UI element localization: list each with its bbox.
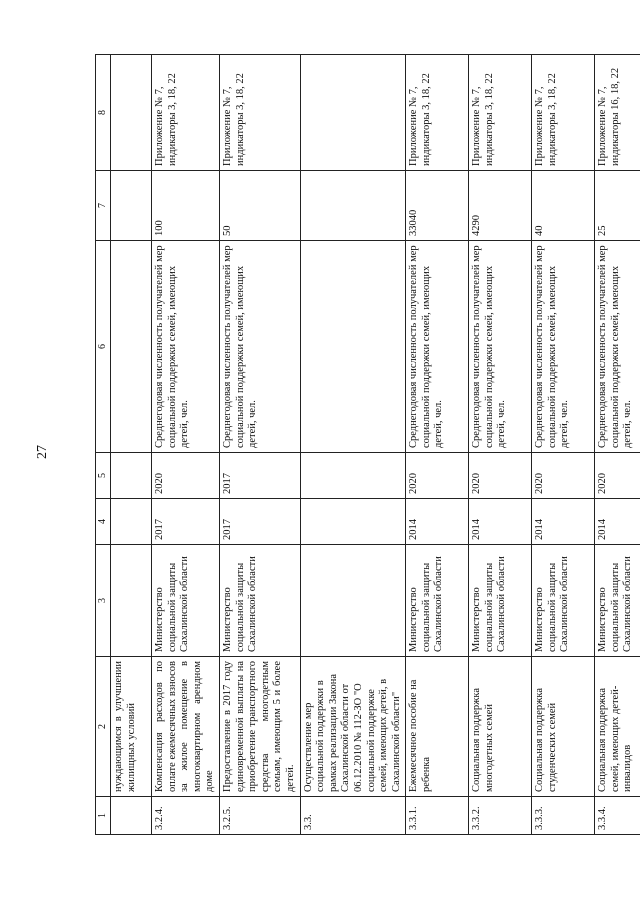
indicator	[300, 241, 406, 453]
header-cell: 2	[96, 657, 111, 797]
start-year: 2014	[532, 499, 595, 545]
header-cell: 6	[96, 241, 111, 453]
header-cell: 4	[96, 499, 111, 545]
measure-name: Ежемесячное пособие на ребенка	[406, 657, 469, 797]
executor: Министерство социальной защиты Сахалинской области	[219, 545, 300, 657]
table-row	[219, 55, 300, 835]
end-year: 2020	[532, 453, 595, 499]
start-year: 2014	[469, 499, 532, 545]
end-year: 2017	[219, 453, 300, 499]
indicator: Среднегодовая численность получателей мер социальной поддержки семей, имеющих детей, чел.	[152, 241, 220, 453]
header-cell: 7	[96, 171, 111, 241]
table-row	[595, 55, 640, 835]
measure-name: нуждающимся в улучшении жилищных условий	[111, 657, 152, 797]
executor: Министерство социальной защиты Сахалинской области	[469, 545, 532, 657]
indicator: Среднегодовая численность получателей мер социальной поддержки семей, имеющих детей, чел.	[532, 241, 595, 453]
measure-name: Социальная поддержка студенческих семей	[532, 657, 595, 797]
end-year: 2020	[406, 453, 469, 499]
executor: Министерство социальной защиты Сахалинской области	[406, 545, 469, 657]
indicator: Среднегодовая численность получателей мер социальной поддержки семей, имеющих детей, чел.	[469, 241, 532, 453]
table-row	[469, 55, 532, 835]
indicator-value: 4290	[469, 171, 532, 241]
row-number: 3.3.4.	[595, 797, 640, 835]
row-number	[111, 797, 152, 835]
header-cell: 1	[96, 797, 111, 835]
appendix-ref: Приложение № 7, индикаторы 3, 18, 22	[219, 55, 300, 171]
executor: Министерство социальной защиты Сахалинской области	[532, 545, 595, 657]
measure-name: Компенсация расходов по оплате ежемесячных взносов за жилое помещение в многоквартирном арендном доме	[152, 657, 220, 797]
start-year	[111, 499, 152, 545]
measure-name: Социальная поддержка семей, имеющих детей-инвалидов	[595, 657, 640, 797]
appendix-ref: Приложение № 7, индикаторы 3, 18, 22	[406, 55, 469, 171]
indicator-value: 40	[532, 171, 595, 241]
table-row	[406, 55, 469, 835]
row-number: 3.3.1.	[406, 797, 469, 835]
indicator: Среднегодовая численность получателей мер социальной поддержки семей, имеющих детей, чел.	[595, 241, 640, 453]
end-year	[111, 453, 152, 499]
table-row	[111, 55, 152, 835]
indicator	[111, 241, 152, 453]
measure-name: Предоставление в 2017 году единовременной выплаты на приобретение транспортного средства многодетным семьям, имеющим 5 и более детей.	[219, 657, 300, 797]
rotated-table-wrapper	[95, 55, 634, 835]
indicator-value: 100	[152, 171, 220, 241]
indicator-value: 25	[595, 171, 640, 241]
header-cell: 8	[96, 55, 111, 171]
row-number: 3.3.2.	[469, 797, 532, 835]
executor	[300, 545, 406, 657]
indicator-value: 33040	[406, 171, 469, 241]
header-row	[96, 55, 111, 835]
row-number: 3.2.5.	[219, 797, 300, 835]
executor: Министерство социальной защиты Сахалинской области	[152, 545, 220, 657]
measure-name: Социальная поддержка многодетных семей	[469, 657, 532, 797]
indicator-value	[300, 171, 406, 241]
table-row	[152, 55, 220, 835]
end-year	[300, 453, 406, 499]
measure-name: Осуществление мер социальной поддержки в рамках реализации Закона Сахалинской области от 06.12.2010 № 112-ЗО "О социальной поддержке семей, имеющих детей, в Сахалинской области"	[300, 657, 406, 797]
start-year: 2017	[152, 499, 220, 545]
header-cell: 3	[96, 545, 111, 657]
end-year: 2020	[152, 453, 220, 499]
start-year: 2014	[406, 499, 469, 545]
start-year: 2017	[219, 499, 300, 545]
appendix-ref: Приложение № 7, индикаторы 3, 18, 22	[469, 55, 532, 171]
appendix-ref	[111, 55, 152, 171]
appendix-ref: Приложение № 7, индикаторы 3, 18, 22	[532, 55, 595, 171]
header-cell: 5	[96, 453, 111, 499]
program-measures-table	[95, 54, 640, 835]
executor: Министерство социальной защиты Сахалинской области	[595, 545, 640, 657]
executor	[111, 545, 152, 657]
page-number: 27	[35, 445, 50, 459]
appendix-ref	[300, 55, 406, 171]
row-number: 3.3.3.	[532, 797, 595, 835]
start-year: 2014	[595, 499, 640, 545]
indicator: Среднегодовая численность получателей мер социальной поддержки семей, имеющих детей, чел.	[406, 241, 469, 453]
table-row	[300, 55, 406, 835]
end-year: 2020	[469, 453, 532, 499]
table-row	[532, 55, 595, 835]
appendix-ref: Приложение № 7, индикаторы 3, 18, 22	[152, 55, 220, 171]
row-number: 3.2.4.	[152, 797, 220, 835]
indicator: Среднегодовая численность получателей мер социальной поддержки семей, имеющих детей, чел.	[219, 241, 300, 453]
end-year: 2020	[595, 453, 640, 499]
indicator-value	[111, 171, 152, 241]
indicator-value: 50	[219, 171, 300, 241]
appendix-ref: Приложение № 7, индикаторы 16, 18, 22	[595, 55, 640, 171]
row-number: 3.3.	[300, 797, 406, 835]
start-year	[300, 499, 406, 545]
